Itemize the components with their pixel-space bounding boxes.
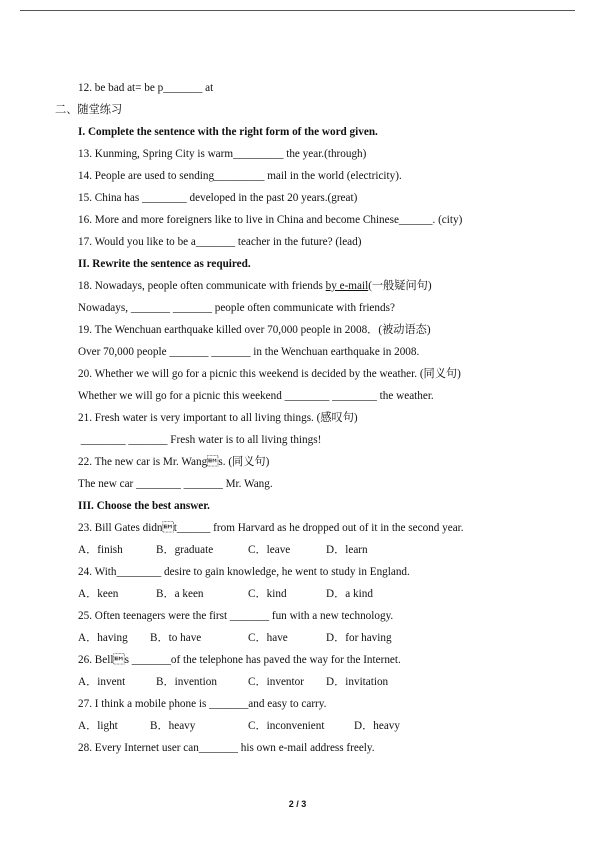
question-21-answer: ________ _______ Fresh water is to all living things! xyxy=(78,434,322,446)
question-19: 19. The Wenchuan earthquake killed over 70,000 people in 2008．(被动语态) xyxy=(78,324,431,336)
option-b: B．graduate xyxy=(156,544,214,556)
question-21: 21. Fresh water is very important to all living things. (感叹句) xyxy=(78,412,358,424)
question-20: 20. Whether we will go for a picnic this weekend is decided by the weather. (同义句) xyxy=(78,368,461,380)
question-17: 17. Would you like to be a_______ teacher in the future? (lead) xyxy=(78,236,362,248)
question-27-options xyxy=(78,719,498,733)
question-24-options xyxy=(78,587,498,601)
question-16: 16. More and more foreigners like to live in China and become Chinese______. (city) xyxy=(78,214,463,226)
question-13: 13. Kunming, Spring City is warm_________ the year.(through) xyxy=(78,148,367,160)
question-18-underlined: by e-mail xyxy=(325,280,369,292)
option-d: D．a kind xyxy=(326,588,373,600)
part-iii-heading: III. Choose the best answer. xyxy=(78,500,210,512)
option-a: A．invent xyxy=(78,676,126,688)
question-19-answer: Over 70,000 people _______ _______ in the Wenchuan earthquake in 2008. xyxy=(78,346,420,358)
question-18-instruction: (一般疑问句) xyxy=(368,280,432,292)
option-c: C．kind xyxy=(248,588,287,600)
question-24: 24. With________ desire to gain knowledge, he went to study in England. xyxy=(78,566,410,578)
part-i-heading: I. Complete the sentence with the right form of the word given. xyxy=(78,126,378,138)
question-14: 14. People are used to sending_________ mail in the world (electricity). xyxy=(78,170,402,182)
option-a: A．keen xyxy=(78,588,119,600)
option-b: B．heavy xyxy=(150,720,196,732)
part-ii-heading: II. Rewrite the sentence as required. xyxy=(78,258,251,270)
option-d: D．for having xyxy=(326,632,392,644)
question-26-options xyxy=(78,675,498,689)
option-d: D．learn xyxy=(326,544,368,556)
option-d: D．heavy xyxy=(354,720,400,732)
page-number: 2 / 3 xyxy=(288,799,307,809)
question-22: 22. The new car is Mr. Wangs. (同义句) xyxy=(78,456,270,468)
option-c: C．have xyxy=(248,632,288,644)
question-18-answer: Nowadays, _______ _______ people often communicate with friends? xyxy=(78,302,395,314)
question-12: 12. be bad at= be p_______ at xyxy=(78,82,214,94)
option-a: A．finish xyxy=(78,544,123,556)
question-15: 15. China has ________ developed in the past 20 years.(great) xyxy=(78,192,358,204)
option-a: A．having xyxy=(78,632,128,644)
option-d: D．invitation xyxy=(326,676,389,688)
option-b: B．invention xyxy=(156,676,217,688)
option-c: C．leave xyxy=(248,544,291,556)
option-b: B．to have xyxy=(150,632,202,644)
question-28: 28. Every Internet user can_______ his own e-mail address freely. xyxy=(78,742,375,754)
top-rule xyxy=(20,10,575,11)
option-c: C．inventor xyxy=(248,676,304,688)
question-25-options xyxy=(78,631,498,645)
question-23: 23. Bill Gates didnt______ from Harvard as he dropped out of it in the second year. xyxy=(78,522,464,534)
question-20-answer: Whether we will go for a picnic this weekend ________ ________ the weather. xyxy=(78,390,434,402)
section-heading-2: 二、随堂练习 xyxy=(55,104,123,116)
question-27: 27. I think a mobile phone is _______and easy to carry. xyxy=(78,698,327,710)
question-25: 25. Often teenagers were the first _______ fun with a new technology. xyxy=(78,610,394,622)
question-18-text: 18. Nowadays, people often communicate with friends xyxy=(78,280,326,292)
option-b: B．a keen xyxy=(156,588,204,600)
question-22-answer: The new car ________ _______ Mr. Wang. xyxy=(78,478,273,490)
question-18 xyxy=(78,279,432,293)
option-a: A．light xyxy=(78,720,118,732)
option-c: C．inconvenient xyxy=(248,720,325,732)
question-26: 26. Bells _______of the telephone has paved the way for the Internet. xyxy=(78,654,401,666)
question-23-options xyxy=(78,543,498,557)
